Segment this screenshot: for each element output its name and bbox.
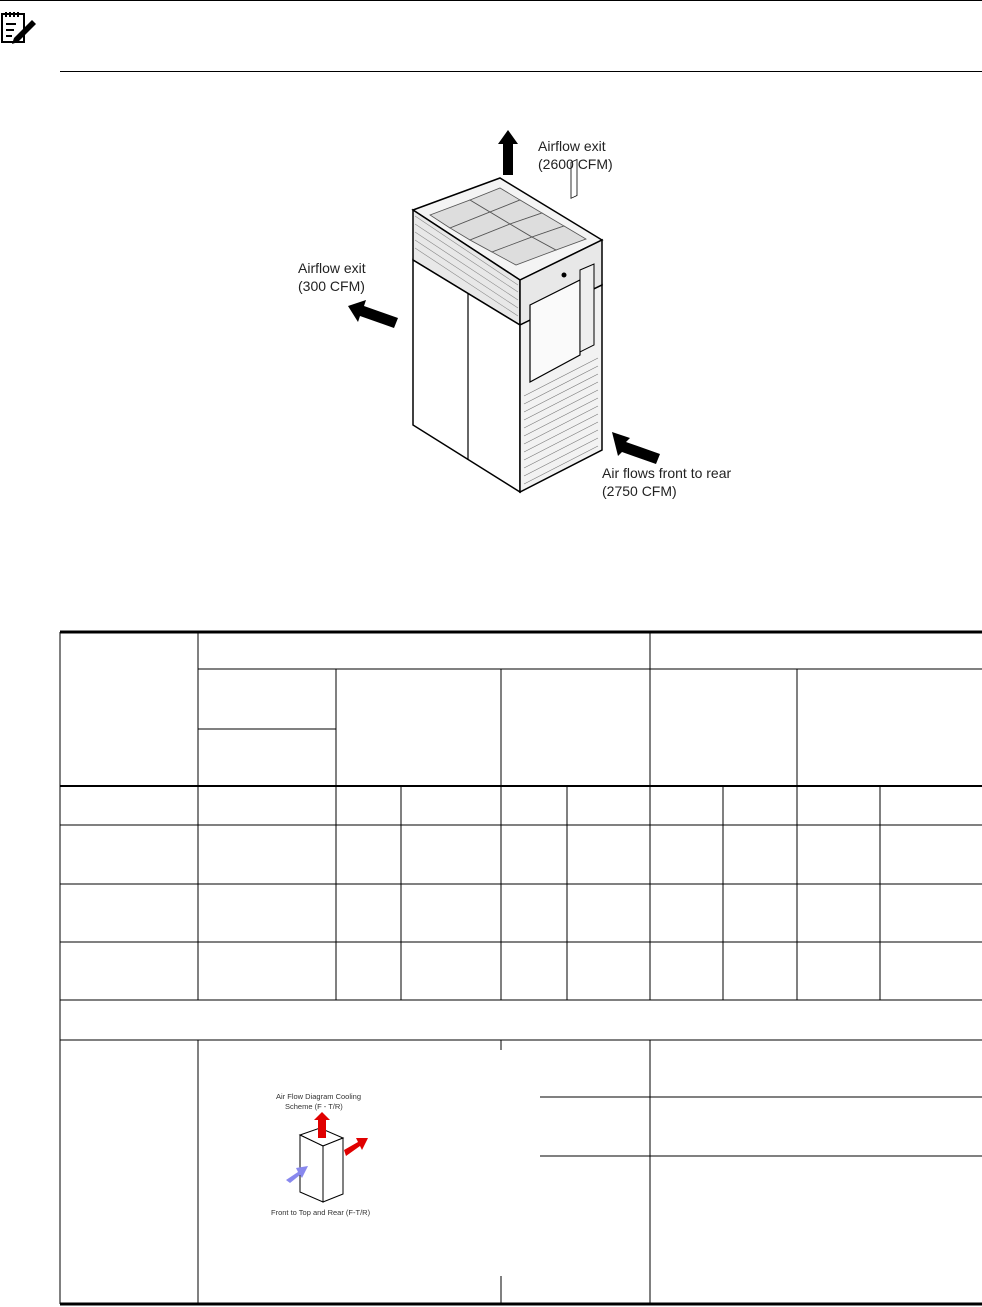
side-exit-label-1: Airflow exit [298,260,366,276]
diagram-title-1: Air Flow Diagram Cooling [276,1092,362,1101]
top-exit-label-1: Airflow exit [538,138,606,154]
front-intake-label-1: Air flows front to rear [602,465,732,481]
diagram-title-2: Scheme (F - T/R) [285,1102,343,1111]
side-exit-label-2: (300 CFM) [298,278,365,294]
cooling-scheme-diagram [286,1112,368,1202]
rear-arrow-icon [344,1138,368,1156]
diagram-caption: Front to Top and Rear (F-T/R) [271,1208,371,1217]
front-intake-label-2: (2750 CFM) [602,483,677,499]
top-exit-label-2: (2600 CFM) [538,156,613,172]
